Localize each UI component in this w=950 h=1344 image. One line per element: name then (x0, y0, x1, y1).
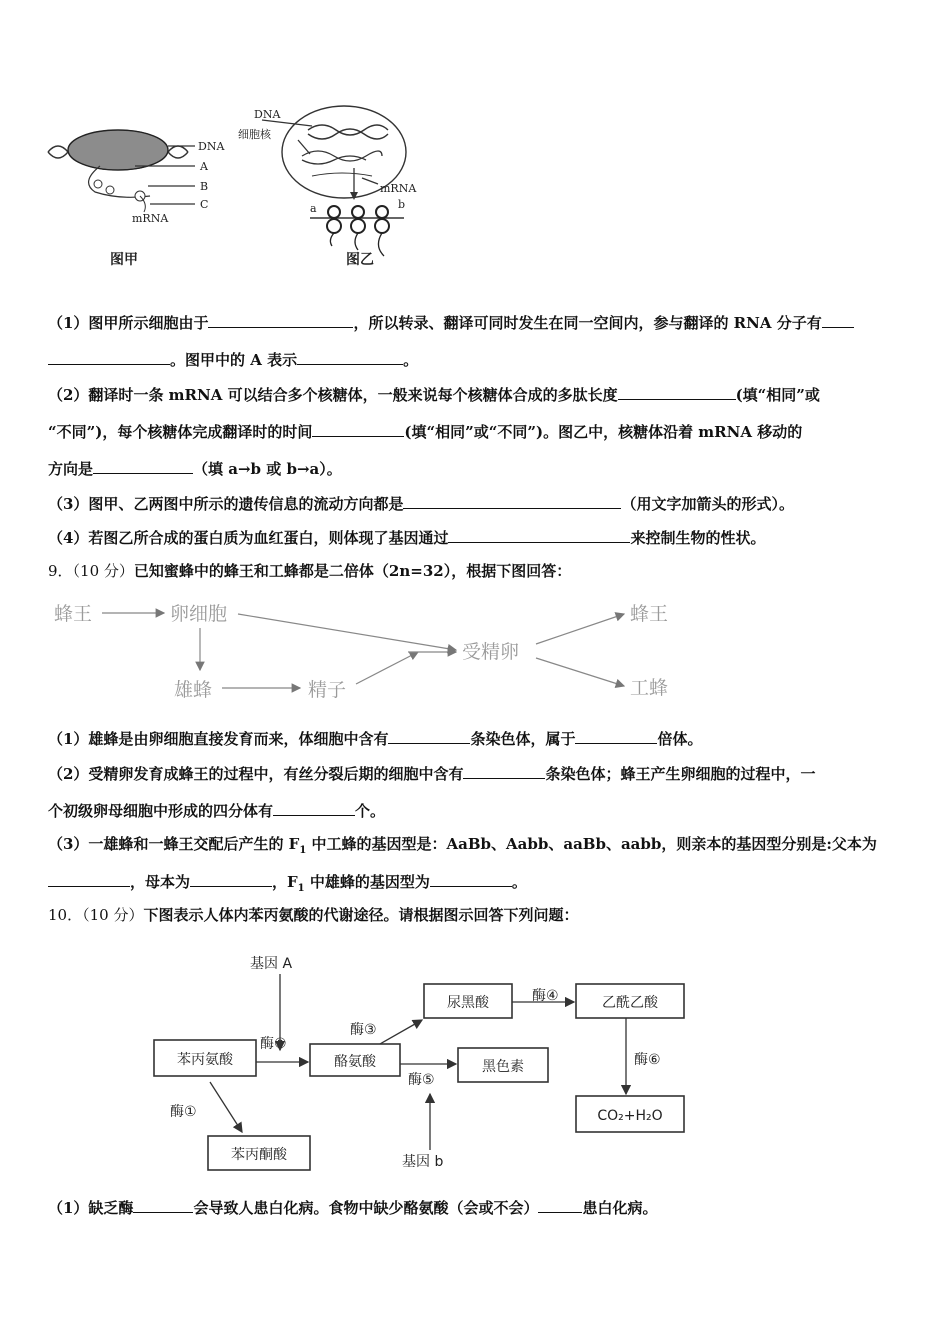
answer-blank[interactable] (48, 871, 130, 887)
answer-blank[interactable] (538, 1197, 582, 1213)
text: ，母本为 (130, 873, 191, 891)
answer-blank[interactable] (403, 493, 621, 509)
caption-yi: 图乙 (346, 252, 374, 268)
q9-part2-line2 (48, 800, 385, 821)
subscript: 1 (299, 845, 307, 856)
text: 中雄蜂的基因型为 (304, 873, 430, 891)
node-melanin: 黑色素 (482, 1059, 524, 1075)
text: ，所以转录、翻译可同时发生在同一空间内，参与翻译的 RNA 分子有 (353, 314, 822, 332)
q9-stem (48, 561, 571, 581)
label-a: A (200, 160, 208, 173)
label-b-end: b (398, 198, 406, 211)
q9-part1 (48, 728, 702, 749)
text: （4）若图乙所合成的蛋白质为血红蛋白，则体现了基因通过 (48, 529, 449, 547)
label-dna: DNA (198, 140, 225, 153)
q8-part2-line3 (48, 458, 342, 479)
figure-jia (40, 100, 240, 270)
node-sperm: 精子 (308, 679, 347, 701)
answer-blank[interactable] (463, 763, 545, 779)
node-worker: 工蜂 (630, 677, 669, 699)
answer-blank[interactable] (190, 871, 272, 887)
node-queen: 蜂王 (54, 603, 93, 625)
answer-blank[interactable] (297, 349, 403, 365)
text: 中工蜂的基因型是：AaBb、Aabb、aaBb、aabb，则亲本的基因型分别是:父本为 (306, 835, 877, 853)
q8-part2-line1 (48, 384, 820, 405)
text: （3）图甲、乙两图中所示的遗传信息的流动方向都是 (48, 495, 404, 513)
text: （1）图甲所示细胞由于 (48, 314, 209, 332)
q9-part3-line1 (48, 834, 877, 861)
text: 患白化病。 (582, 1199, 658, 1217)
answer-blank[interactable] (48, 349, 170, 365)
text: （2）受精卵发育成蜂王的过程中，有丝分裂后期的细胞中含有 (48, 765, 464, 783)
text: （填 a→b 或 b→a）。 (193, 460, 342, 478)
answer-blank[interactable] (93, 458, 193, 474)
text: 来控制生物的性状。 (630, 529, 766, 547)
answer-blank[interactable] (618, 384, 736, 400)
text: 下图表示人体内苯丙氨酸的代谢途径。请根据图示回答下列问题： (143, 906, 579, 924)
label-enzyme-6: 酶⑥ (634, 1052, 661, 1068)
q8-part3 (48, 493, 794, 514)
text: (填“相同”或 (735, 386, 820, 404)
bee-diagram (48, 592, 688, 708)
node-phenylalanine: 苯丙氨酸 (177, 1052, 233, 1068)
q10-stem (48, 905, 578, 925)
node-drone: 雄蜂 (174, 679, 213, 701)
figure-yi (232, 100, 432, 270)
label-c: C (200, 198, 209, 211)
node-queen-out: 蜂王 (630, 603, 669, 625)
text: 会导致人患白化病。食物中缺少酪氨酸（会或不会） (193, 1199, 539, 1217)
node-homogentisic: 尿黑酸 (447, 995, 489, 1011)
question-number: 9．（10 分） (48, 562, 134, 580)
node-tyrosine: 酪氨酸 (334, 1054, 376, 1070)
metabolism-diagram (140, 944, 700, 1180)
q8-part1-line1 (48, 312, 854, 333)
q8-part1-line2 (48, 349, 418, 370)
q8-part2-line2 (48, 421, 802, 442)
text: 已知蜜蜂中的蜂王和工蜂都是二倍体（2n=32），根据下图回答： (133, 562, 572, 580)
text: ，F (272, 873, 298, 891)
answer-blank[interactable] (575, 728, 657, 744)
text: （2）翻译时一条 mRNA 可以结合多个核糖体，一般来说每个核糖体合成的多肽长度 (48, 386, 618, 404)
label-mrna: mRNA (132, 212, 169, 225)
ribosome (375, 206, 389, 256)
node-co2-h2o: CO₂+H₂O (597, 1108, 663, 1124)
label-a-end: a (310, 202, 317, 215)
node-zygote: 受精卵 (462, 641, 520, 663)
text: 条染色体；蜂王产生卵细胞的过程中，一 (545, 765, 816, 783)
q10-part1 (48, 1197, 657, 1218)
node-acetoacetate: 乙酰乙酸 (602, 995, 658, 1011)
label-enzyme-5: 酶⑤ (408, 1072, 435, 1088)
answer-blank[interactable] (273, 800, 355, 816)
label-mrna-yi: mRNA (380, 182, 417, 195)
question-number: 10．（10 分） (48, 906, 144, 924)
text: 。 (403, 351, 419, 369)
text: 个。 (355, 802, 386, 820)
text: 。图甲中的 A 表示 (170, 351, 298, 369)
node-gene-a: 基因 A (250, 956, 293, 972)
node-egg: 卵细胞 (170, 603, 228, 625)
text: （3）一雄蜂和一蜂王交配后产生的 F (48, 835, 300, 853)
text: （1）雄蜂是由卵细胞直接发育而来，体细胞中含有 (48, 730, 389, 748)
text: “不同”)，每个核糖体完成翻译时的时间 (48, 423, 313, 441)
ribosome (351, 206, 365, 250)
text: （用文字加箭头的形式）。 (621, 495, 794, 513)
ribosome (327, 206, 341, 246)
text: (填“相同”或“不同”)。图乙中，核糖体沿着 mRNA 移动的 (404, 423, 803, 441)
node-phenylpyruvate: 苯丙酮酸 (231, 1147, 287, 1163)
label-enzyme-2: 酶② (260, 1036, 287, 1052)
label-b: B (200, 180, 209, 193)
label-enzyme-4: 酶④ (532, 988, 559, 1004)
answer-blank[interactable] (388, 728, 470, 744)
text: 。 (511, 873, 527, 891)
text: 个初级卵母细胞中形成的四分体有 (48, 802, 274, 820)
label-nucleus: 细胞核 (238, 128, 271, 141)
caption-jia: 图甲 (110, 252, 138, 268)
label-dna-yi: DNA (254, 108, 281, 121)
q8-part4 (48, 527, 765, 548)
subscript: 1 (297, 883, 305, 894)
text: 条染色体，属于 (470, 730, 576, 748)
node-gene-b: 基因 b (402, 1154, 444, 1170)
answer-blank[interactable] (208, 312, 353, 328)
label-enzyme-1: 酶① (170, 1104, 197, 1120)
answer-blank[interactable] (133, 1197, 193, 1213)
label-enzyme-3: 酶③ (350, 1022, 377, 1038)
answer-blank[interactable] (312, 421, 404, 437)
q9-part3-line2 (48, 871, 527, 899)
answer-blank[interactable] (822, 312, 854, 328)
answer-blank[interactable] (448, 527, 630, 543)
text: （1）缺乏酶 (48, 1199, 134, 1217)
q9-part2-line1 (48, 763, 815, 784)
answer-blank[interactable] (430, 871, 512, 887)
text: 方向是 (48, 460, 94, 478)
text: 倍体。 (657, 730, 703, 748)
